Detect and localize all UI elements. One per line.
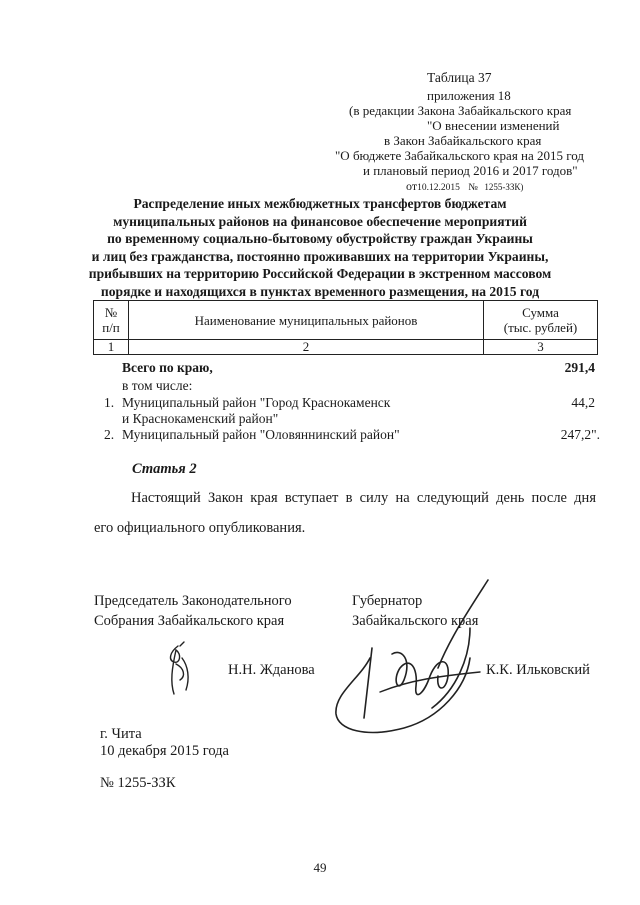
title-line: и лиц без гражданства, постоянно проживавших на территории Украины, [91,248,549,264]
title-line: прибывших на территорию Российской Федерации в экстренном массовом [88,266,552,281]
governor-title-line2: Забайкальского края [352,613,479,629]
index-cell: 1 [94,340,129,355]
chair-name: Н.Н. Жданова [228,662,315,678]
amend-line-1: (в редакции Закона Забайкальского края [349,103,572,118]
governor-title [352,591,478,631]
amend-no-prefix: № [468,182,478,193]
col-no-line1: № [104,305,118,320]
amend-date-line [406,179,523,196]
table-header-row [94,301,598,340]
title-line: по временному социально-бытовому обустройству граждан Украины [107,231,533,246]
amend-line-5: и плановый период 2016 и 2017 годов" [363,163,578,178]
page-number: 49 [313,860,327,875]
governor-title-line1: Губернатор [352,593,423,609]
col-sum-line2: (тыс. рублей) [503,320,578,335]
chair-title-line1: Председатель Законодательного [94,593,292,609]
chair-signature-icon [160,638,200,698]
title-line: муниципальных районов на финансовое обеспечение мероприятий [113,213,527,229]
amend-line-2: "О внесении изменений [427,118,560,133]
appendix-ref: приложения 18 [427,88,511,103]
total-value: 291,4 [564,360,595,375]
col-sum-line1: Сумма [522,305,559,320]
allocation-table [93,300,598,355]
row-name-line1: Муниципальный район "Оловяннинский район" [122,427,400,442]
row-value: 44,2 [571,395,595,410]
amend-date: 10.12.2015 [417,183,460,193]
row-name-line2: и Краснокаменский район" [122,411,279,426]
col-no-line2: п/п [102,320,120,335]
amend-no: 1255-ЗЗК) [484,182,524,192]
title-line: Распределение иных межбюджетных трансфертов бюджетам [133,196,507,211]
document-title [60,195,580,300]
col-header-name: Наименование муниципальных районов [129,301,484,340]
title-line: порядке и находящихся в пунктах временного размещения, на 2015 год [100,283,540,299]
total-label: Всего по краю, [122,360,213,375]
signing-date: 10 декабря 2015 года [100,743,229,759]
row-no: 1. [104,395,115,410]
index-cell: 2 [129,340,484,355]
article-text-line1: Настоящий Закон края вступает в силу на следующий день после дня [131,490,596,506]
chair-title-line2: Собрания Забайкальского края [94,613,285,629]
table-index-row [94,340,598,355]
chair-title [94,591,292,631]
table-ref: Таблица 37 [427,70,492,85]
amend-date-prefix: от [406,179,418,193]
index-cell: 3 [484,340,598,355]
city: г. Чита [100,726,142,742]
col-header-no [94,301,129,340]
including-label: в том числе: [122,378,193,393]
amend-line-3: в Закон Забайкальского края [384,133,542,148]
row-no: 2. [104,427,115,442]
col-header-sum [484,301,598,340]
row-name-line1: Муниципальный район "Город Краснокаменск [122,395,391,410]
article-text-line2: его официального опубликования. [94,520,306,536]
law-number: № 1255-ЗЗК [100,775,176,791]
article-heading: Статья 2 [132,461,197,477]
amend-line-4: "О бюджете Забайкальского края на 2015 год [335,148,585,163]
governor-name: К.К. Ильковский [486,662,590,678]
row-value: 247,2". [560,427,600,442]
